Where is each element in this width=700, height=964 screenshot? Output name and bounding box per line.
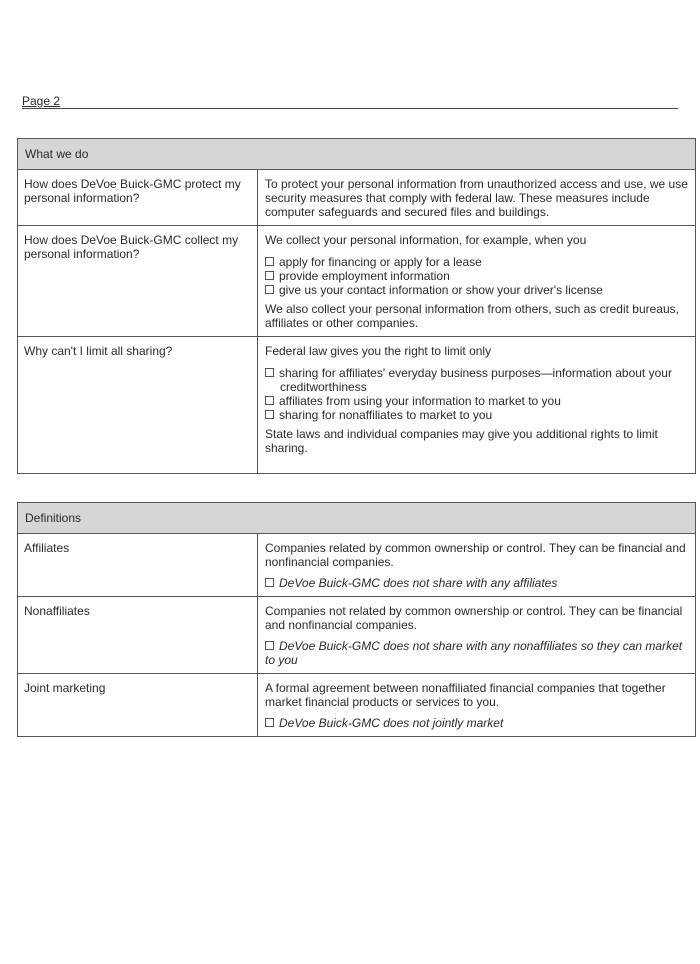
- what-we-do-table: [17, 138, 696, 474]
- answer-text: We collect your personal information, for example, when you: [265, 233, 587, 247]
- checkbox-icon: [265, 271, 274, 280]
- question-cell: How does DeVoe Buick-GMC protect my personal information?: [18, 170, 258, 226]
- list-item-text: provide employment information: [279, 269, 450, 283]
- list-item-text: affiliates from using your information to market to you: [279, 394, 561, 408]
- list-item: [265, 269, 689, 283]
- answer-cell: [258, 337, 696, 474]
- note-text: DeVoe Buick-GMC does not share with any affiliates: [279, 576, 558, 590]
- note-line: [265, 639, 689, 667]
- page-number: Page 2: [22, 94, 61, 108]
- definitions-table: [17, 502, 696, 737]
- answer-text: We also collect your personal information from others, such as credit bureaus, affiliates or other companies.: [265, 302, 679, 330]
- definition-cell: [258, 674, 696, 737]
- section-header-row: [18, 503, 696, 534]
- definition-cell: [258, 597, 696, 674]
- question-cell: How does DeVoe Buick-GMC collect my personal information?: [18, 226, 258, 337]
- note-line: [265, 576, 689, 590]
- answer-text: To protect your personal information from unauthorized access and use, we use security measures that comply with federal law. These measures include computer safeguards and secured files and buildings.: [265, 177, 688, 219]
- checkbox-icon: [265, 410, 274, 419]
- definition-text: Companies related by common ownership or control. They can be financial and nonfinancial companies.: [265, 541, 686, 569]
- checkbox-icon: [265, 396, 274, 405]
- bullet-list: [265, 255, 689, 297]
- section-header-row: [18, 139, 696, 170]
- note-line: [265, 716, 689, 730]
- term-cell: Affiliates: [18, 534, 258, 597]
- table-row: [18, 597, 696, 674]
- bullet-list: [265, 366, 689, 422]
- list-item: [265, 366, 689, 394]
- list-item: [265, 408, 689, 422]
- checkbox-icon: [265, 285, 274, 294]
- question-cell: Why can't I limit all sharing?: [18, 337, 258, 474]
- checkbox-icon: [265, 718, 274, 727]
- note-text: DeVoe Buick-GMC does not jointly market: [279, 716, 504, 730]
- term-cell: Nonaffiliates: [18, 597, 258, 674]
- table-row: [18, 534, 696, 597]
- section-heading: What we do: [18, 139, 696, 170]
- list-item-text: give us your contact information or show your driver's license: [279, 283, 603, 297]
- answer-text: Federal law gives you the right to limit only: [265, 344, 492, 358]
- checkbox-icon: [265, 368, 274, 377]
- page-header: [22, 94, 678, 109]
- term-cell: Joint marketing: [18, 674, 258, 737]
- checkbox-icon: [265, 641, 274, 650]
- definition-text: A formal agreement between nonaffiliated financial companies that together market financial products or services to you.: [265, 681, 666, 709]
- list-item: [265, 283, 689, 297]
- table-row: [18, 337, 696, 474]
- list-item-text: sharing for nonaffiliates to market to you: [279, 408, 493, 422]
- note-text: DeVoe Buick-GMC does not share with any nonaffiliates so they can market to you: [265, 639, 683, 667]
- list-item-text: sharing for affiliates' everyday business purposes—information about your creditworthiness: [279, 366, 672, 394]
- table-row: [18, 226, 696, 337]
- section-heading: Definitions: [18, 503, 696, 534]
- list-item: [265, 394, 689, 408]
- table-row: [18, 170, 696, 226]
- checkbox-icon: [265, 578, 274, 587]
- list-item-text: apply for financing or apply for a lease: [279, 255, 482, 269]
- checkbox-icon: [265, 257, 274, 266]
- answer-cell: [258, 170, 696, 226]
- definition-cell: [258, 534, 696, 597]
- answer-cell: [258, 226, 696, 337]
- answer-text: State laws and individual companies may give you additional rights to limit sharing.: [265, 427, 658, 455]
- definition-text: Companies not related by common ownership or control. They can be financial and nonfinancial companies.: [265, 604, 683, 632]
- table-row: [18, 674, 696, 737]
- list-item: [265, 255, 689, 269]
